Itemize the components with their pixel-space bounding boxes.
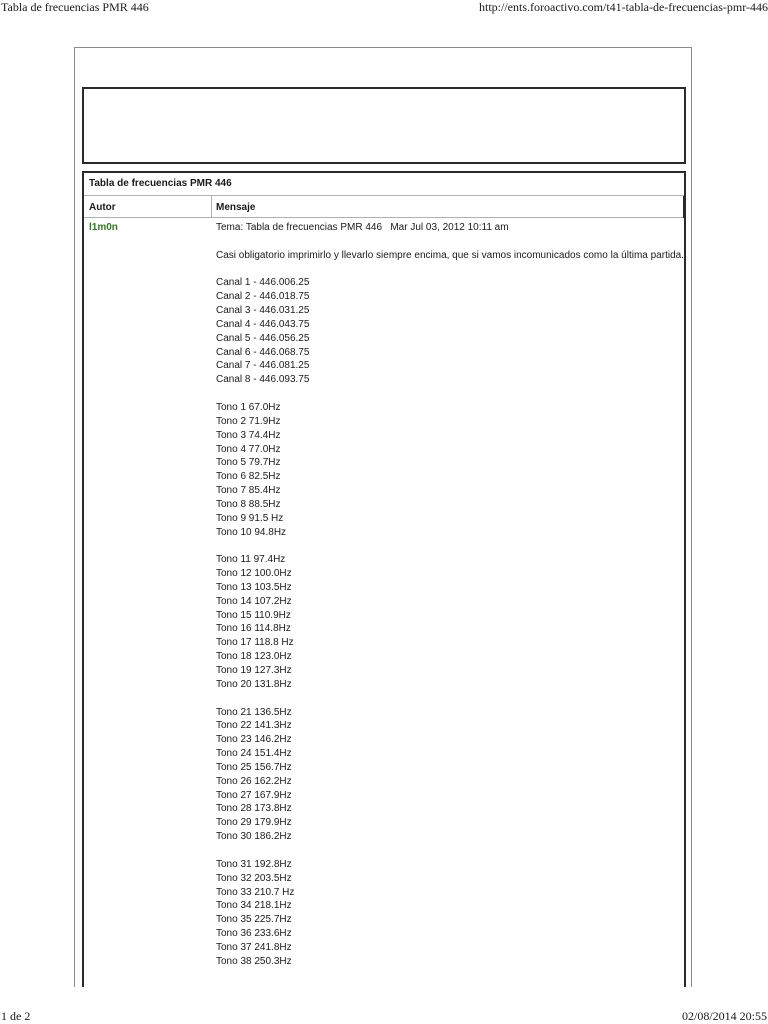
print-datetime: 02/08/2014 20:55 <box>681 1009 767 1023</box>
tone-list-3 <box>216 706 682 844</box>
post-message <box>216 221 682 969</box>
list-item: Tono 31 192.8Hz <box>216 858 292 870</box>
list-item: Tono 36 233.6Hz <box>216 928 292 940</box>
list-item: Tono 2 71.9Hz <box>216 415 281 427</box>
topic-title-row <box>84 173 684 196</box>
list-item: Tono 14 107.2Hz <box>216 595 292 607</box>
list-item: Tono 12 100.0Hz <box>216 568 292 580</box>
list-item: Tono 8 88.5Hz <box>216 498 281 510</box>
channel-list <box>216 276 682 387</box>
list-item: Tono 37 241.8Hz <box>216 941 292 953</box>
list-item: Canal 1 - 446.006.25 <box>216 277 310 289</box>
print-footer <box>0 1010 768 1024</box>
list-item: Tono 3 74.4Hz <box>216 429 281 441</box>
list-item: Tono 17 118.8 Hz <box>216 637 294 649</box>
list-item: Tono 25 156.7Hz <box>216 761 292 773</box>
post-meta: Tema: Tabla de frecuencias PMR 446 Mar Jul 03, 2012 10:11 am <box>216 222 509 233</box>
topic-table <box>82 171 686 987</box>
tone-list-2 <box>216 553 682 691</box>
topic-title: Tabla de frecuencias PMR 446 <box>89 178 232 189</box>
forum-banner-box <box>82 87 686 164</box>
list-item: Canal 5 - 446.056.25 <box>216 332 310 344</box>
list-item: Tono 22 141.3Hz <box>216 720 292 732</box>
column-divider <box>211 196 212 218</box>
list-item: Tono 35 225.7Hz <box>216 914 292 926</box>
list-item: Tono 13 103.5Hz <box>216 581 292 593</box>
list-item: Tono 30 186.2Hz <box>216 831 292 843</box>
list-item: Tono 32 203.5Hz <box>216 872 292 884</box>
tone-list-1 <box>216 401 682 539</box>
list-item: Canal 6 - 446.068.75 <box>216 346 310 358</box>
list-item: Tono 33 210.7 Hz <box>216 886 295 898</box>
print-url[interactable]: http://ents.foroactivo.com/t41-tabla-de-frecuencias-pmr-446 <box>479 0 768 14</box>
list-item: Tono 27 167.9Hz <box>216 789 292 801</box>
message-column-header: Mensaje <box>216 202 256 213</box>
print-page-title: Tabla de frecuencias PMR 446 <box>1 0 149 14</box>
list-item: Tono 18 123.0Hz <box>216 651 292 663</box>
table-edge-mark <box>683 196 686 218</box>
list-item: Tono 5 79.7Hz <box>216 457 281 469</box>
print-header <box>0 0 768 14</box>
list-item: Canal 4 - 446.043.75 <box>216 318 310 330</box>
list-item: Tono 23 146.2Hz <box>216 734 292 746</box>
print-page-count: 1 de 2 <box>1 1009 31 1023</box>
table-header-row <box>84 196 684 218</box>
post-author-link[interactable]: l1m0n <box>89 222 118 233</box>
list-item: Canal 3 - 446.031.25 <box>216 305 310 317</box>
list-item: Canal 2 - 446.018.75 <box>216 291 310 303</box>
list-item: Tono 9 91.5 Hz <box>216 512 284 524</box>
author-column-header: Autor <box>89 202 116 213</box>
list-item: Tono 10 94.8Hz <box>216 526 287 538</box>
post-intro: Casi obligatorio imprimirlo y llevarlo siempre encima, que si vamos incomunicados como la última partida. <box>216 249 684 261</box>
list-item: Tono 16 114.8Hz <box>216 623 291 635</box>
list-item: Tono 6 82.5Hz <box>216 471 281 483</box>
list-item: Tono 7 85.4Hz <box>216 485 281 497</box>
list-item: Tono 28 173.8Hz <box>216 803 292 815</box>
list-item: Tono 24 151.4Hz <box>216 748 292 760</box>
list-item: Tono 4 77.0Hz <box>216 443 281 455</box>
list-item: Tono 34 218.1Hz <box>216 900 292 912</box>
list-item: Tono 15 110.9Hz <box>216 609 291 621</box>
tone-list-4 <box>216 858 682 969</box>
list-item: Tono 19 127.3Hz <box>216 665 292 676</box>
list-item: Canal 7 - 446.081.25 <box>216 360 310 372</box>
list-item: Tono 26 162.2Hz <box>216 775 292 787</box>
list-item: Tono 1 67.0Hz <box>216 401 281 413</box>
list-item: Tono 21 136.5Hz <box>216 706 292 718</box>
list-item: Tono 38 250.3Hz <box>216 955 292 967</box>
list-item: Canal 8 - 446.093.75 <box>216 374 310 386</box>
list-item: Tono 20 131.8Hz <box>216 678 292 690</box>
list-item: Tono 29 179.9Hz <box>216 817 292 829</box>
list-item: Tono 11 97.4Hz <box>216 554 286 566</box>
